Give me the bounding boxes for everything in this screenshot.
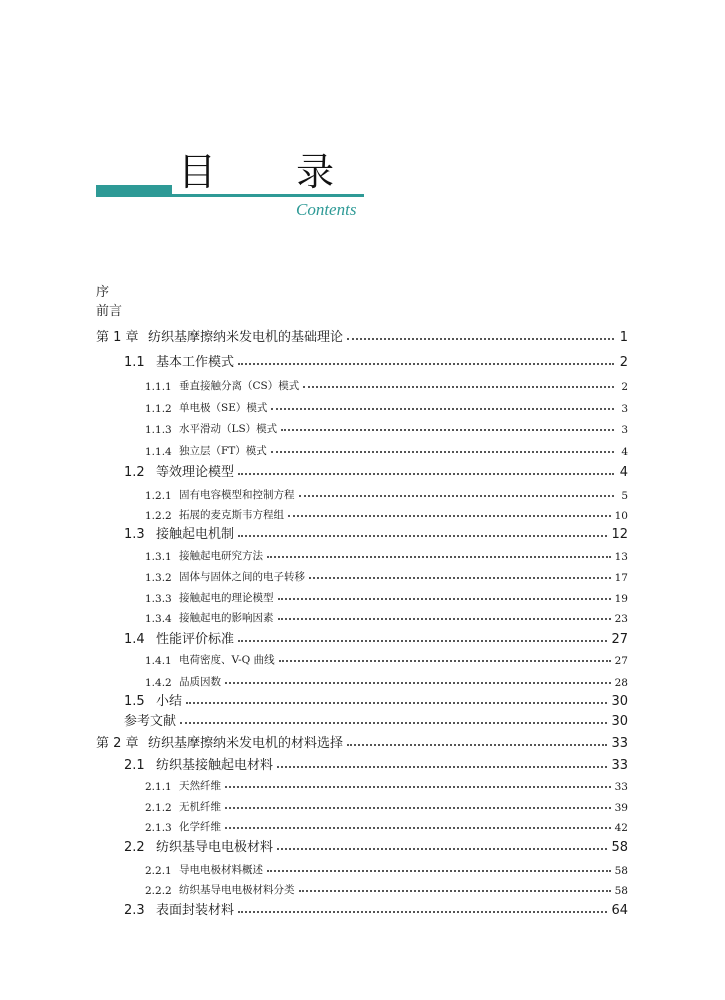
toc-entry-title: 等效理论模型 <box>156 465 235 480</box>
toc-entry-number: 1.4 <box>124 632 145 647</box>
toc-entry-number: 第 1 章 <box>96 330 139 345</box>
toc-entry-number: 1.4.1 <box>145 655 172 667</box>
toc-header <box>0 0 725 240</box>
toc-entry-number: 1.1.1 <box>145 381 172 393</box>
dot-leader <box>347 744 607 746</box>
toc-entry[interactable] <box>0 280 725 300</box>
dot-leader <box>238 363 614 365</box>
toc-entry-title: 独立层（FT）模式 <box>179 445 267 457</box>
dot-leader <box>309 577 611 579</box>
page-subtitle: Contents <box>296 200 357 219</box>
toc-entry-title: 垂直接触分离（CS）模式 <box>179 380 300 392</box>
toc-entry-title: 序 <box>96 285 110 300</box>
toc-entry-title: 小结 <box>156 694 183 709</box>
toc-entry-number: 1.2.1 <box>145 490 172 502</box>
toc-entry[interactable] <box>0 350 725 370</box>
dot-leader <box>299 890 611 892</box>
toc-entry-page: 23 <box>614 613 628 625</box>
toc-entry-title: 拓展的麦克斯韦方程组 <box>179 509 284 521</box>
toc-entry[interactable] <box>0 564 725 584</box>
toc-entry-page: 13 <box>614 551 628 563</box>
toc-entry-number: 1.3.4 <box>145 613 172 625</box>
toc-entry-title: 纺织基摩擦纳米发电机的基础理论 <box>148 330 344 345</box>
toc-entry-page: 33 <box>611 736 628 751</box>
toc-entry-page: 5 <box>621 490 628 502</box>
dot-leader <box>225 807 611 809</box>
dot-leader <box>303 386 614 388</box>
toc-entry-number: 2.2.2 <box>145 885 172 897</box>
dot-leader <box>271 451 614 453</box>
toc-entry-page: 58 <box>614 865 628 877</box>
toc-entry[interactable] <box>0 647 725 667</box>
dot-leader <box>278 598 611 600</box>
dot-leader <box>225 786 611 788</box>
toc-entry[interactable] <box>0 689 725 709</box>
toc-entry-title: 基本工作模式 <box>156 355 235 370</box>
toc-entry-page: 64 <box>611 903 628 918</box>
toc-entry[interactable] <box>0 669 725 689</box>
toc-entry-page: 27 <box>611 632 628 647</box>
toc-entry-page: 17 <box>614 572 628 584</box>
toc-entry-number: 1.1.3 <box>145 424 172 436</box>
toc-entry-number: 1.1 <box>124 355 145 370</box>
toc-entry[interactable] <box>0 857 725 877</box>
page-title: 目 录 <box>172 150 368 194</box>
toc-entry-title: 单电极（SE）模式 <box>179 402 268 414</box>
toc-entry[interactable] <box>0 814 725 834</box>
toc-entry-title: 纺织基导电电极材料分类 <box>179 884 295 896</box>
toc-entry-number: 2.1.1 <box>145 781 172 793</box>
toc-entry-number: 1.3.1 <box>145 551 172 563</box>
dot-leader <box>180 722 607 724</box>
toc-entry-title: 性能评价标准 <box>156 632 235 647</box>
toc-entry-page: 10 <box>614 510 628 522</box>
dot-leader <box>288 515 611 517</box>
toc-entry-number: 2.1 <box>124 758 145 773</box>
toc-entry-number: 2.2 <box>124 840 145 855</box>
dot-leader <box>267 870 611 872</box>
toc-entry-title: 参考文献 <box>124 714 177 729</box>
dot-leader <box>277 766 607 768</box>
toc-entry[interactable] <box>0 877 725 897</box>
toc-entry-page: 2 <box>619 355 628 370</box>
dot-leader <box>271 408 614 410</box>
toc-entry-number: 1.4.2 <box>145 677 172 689</box>
toc-entry[interactable] <box>0 460 725 480</box>
toc-entry-title: 品质因数 <box>179 676 221 688</box>
dot-leader <box>299 495 615 497</box>
toc-entry[interactable] <box>0 627 725 647</box>
toc-entry[interactable] <box>0 794 725 814</box>
toc-entry-page: 3 <box>621 424 628 436</box>
toc-entry-title: 接触起电的理论模型 <box>179 592 274 604</box>
toc-entry-number: 2.1.2 <box>145 802 172 814</box>
toc-entry-title: 接触起电机制 <box>156 527 235 542</box>
toc-entry-title: 纺织基摩擦纳米发电机的材料选择 <box>148 736 344 751</box>
toc-entry-number: 1.3.2 <box>145 572 172 584</box>
toc-entry[interactable] <box>0 835 725 855</box>
toc-entry-title: 前言 <box>96 304 123 319</box>
toc-entry-title: 表面封装材料 <box>156 903 235 918</box>
dot-leader <box>278 618 611 620</box>
dot-leader <box>238 535 607 537</box>
dot-leader <box>238 911 607 913</box>
toc-entry-page: 19 <box>614 593 628 605</box>
dot-leader <box>279 660 611 662</box>
toc-entry-title: 纺织基接触起电材料 <box>156 758 274 773</box>
toc-entry-number: 1.5 <box>124 694 145 709</box>
toc-entry-number: 1.1.4 <box>145 446 172 458</box>
toc-entry-page: 27 <box>614 655 628 667</box>
toc-entry-page: 4 <box>619 465 628 480</box>
toc-entry[interactable] <box>0 502 725 522</box>
toc-entry-number: 1.2.2 <box>145 510 172 522</box>
dot-leader <box>347 338 614 340</box>
toc-entry[interactable] <box>0 898 725 918</box>
toc-entry-number: 2.2.1 <box>145 865 172 877</box>
toc-entry-page: 30 <box>611 714 628 729</box>
toc-entry-title: 纺织基导电电极材料 <box>156 840 274 855</box>
toc-entry-page: 33 <box>614 781 628 793</box>
toc-entry[interactable] <box>0 709 725 729</box>
toc-entry[interactable] <box>0 416 725 436</box>
toc-entry-title: 接触起电的影响因素 <box>179 612 274 624</box>
toc-entry-number: 1.2 <box>124 465 145 480</box>
toc-entry[interactable] <box>0 543 725 563</box>
toc-entry[interactable] <box>0 325 725 345</box>
dot-leader <box>277 848 607 850</box>
toc-entry-title: 电荷密度、V-Q 曲线 <box>179 654 275 666</box>
toc-entry-page: 2 <box>621 381 628 393</box>
toc-entry[interactable] <box>0 605 725 625</box>
dot-leader <box>238 473 614 475</box>
dot-leader <box>267 556 611 558</box>
toc-entry-title: 固体与固体之间的电子转移 <box>179 571 305 583</box>
dot-leader <box>281 429 614 431</box>
toc-entry-page: 30 <box>611 694 628 709</box>
toc-entry-title: 固有电容模型和控制方程 <box>179 489 295 501</box>
toc-entry-title: 接触起电研究方法 <box>179 550 263 562</box>
toc-entry-page: 33 <box>611 758 628 773</box>
toc-entry-title: 导电电极材料概述 <box>179 864 263 876</box>
dot-leader <box>225 682 611 684</box>
toc-entry-page: 28 <box>614 677 628 689</box>
toc-entry[interactable] <box>0 731 725 751</box>
toc-entry-number: 2.3 <box>124 903 145 918</box>
toc-entry-title: 无机纤维 <box>179 801 221 813</box>
toc-entry[interactable] <box>0 395 725 415</box>
toc-entry-page: 42 <box>614 822 628 834</box>
dot-leader <box>186 702 607 704</box>
toc-entry[interactable] <box>0 773 725 793</box>
toc-entry-number: 1.3 <box>124 527 145 542</box>
toc-entry-page: 3 <box>621 403 628 415</box>
dot-leader <box>238 640 607 642</box>
toc-entry[interactable] <box>0 438 725 458</box>
toc-entry-page: 4 <box>621 446 628 458</box>
toc-entry-page: 12 <box>611 527 628 542</box>
toc-entry[interactable] <box>0 299 725 319</box>
toc-entry[interactable] <box>0 522 725 542</box>
toc-entry-title: 水平滑动（LS）模式 <box>179 423 278 435</box>
toc-entry-title: 化学纤维 <box>179 821 221 833</box>
toc-entry-number: 第 2 章 <box>96 736 139 751</box>
toc-entry-number: 1.1.2 <box>145 403 172 415</box>
toc-entry-page: 39 <box>614 802 628 814</box>
toc-entry-number: 1.3.3 <box>145 593 172 605</box>
toc-entry-title: 天然纤维 <box>179 780 221 792</box>
toc-entry-page: 58 <box>611 840 628 855</box>
toc-entry-page: 1 <box>619 330 628 345</box>
toc-entry[interactable] <box>0 585 725 605</box>
toc-entry-number: 2.1.3 <box>145 822 172 834</box>
dot-leader <box>225 827 611 829</box>
toc-entry-page: 58 <box>614 885 628 897</box>
toc-entry[interactable] <box>0 373 725 393</box>
toc-entry[interactable] <box>0 753 725 773</box>
toc-entry[interactable] <box>0 482 725 502</box>
